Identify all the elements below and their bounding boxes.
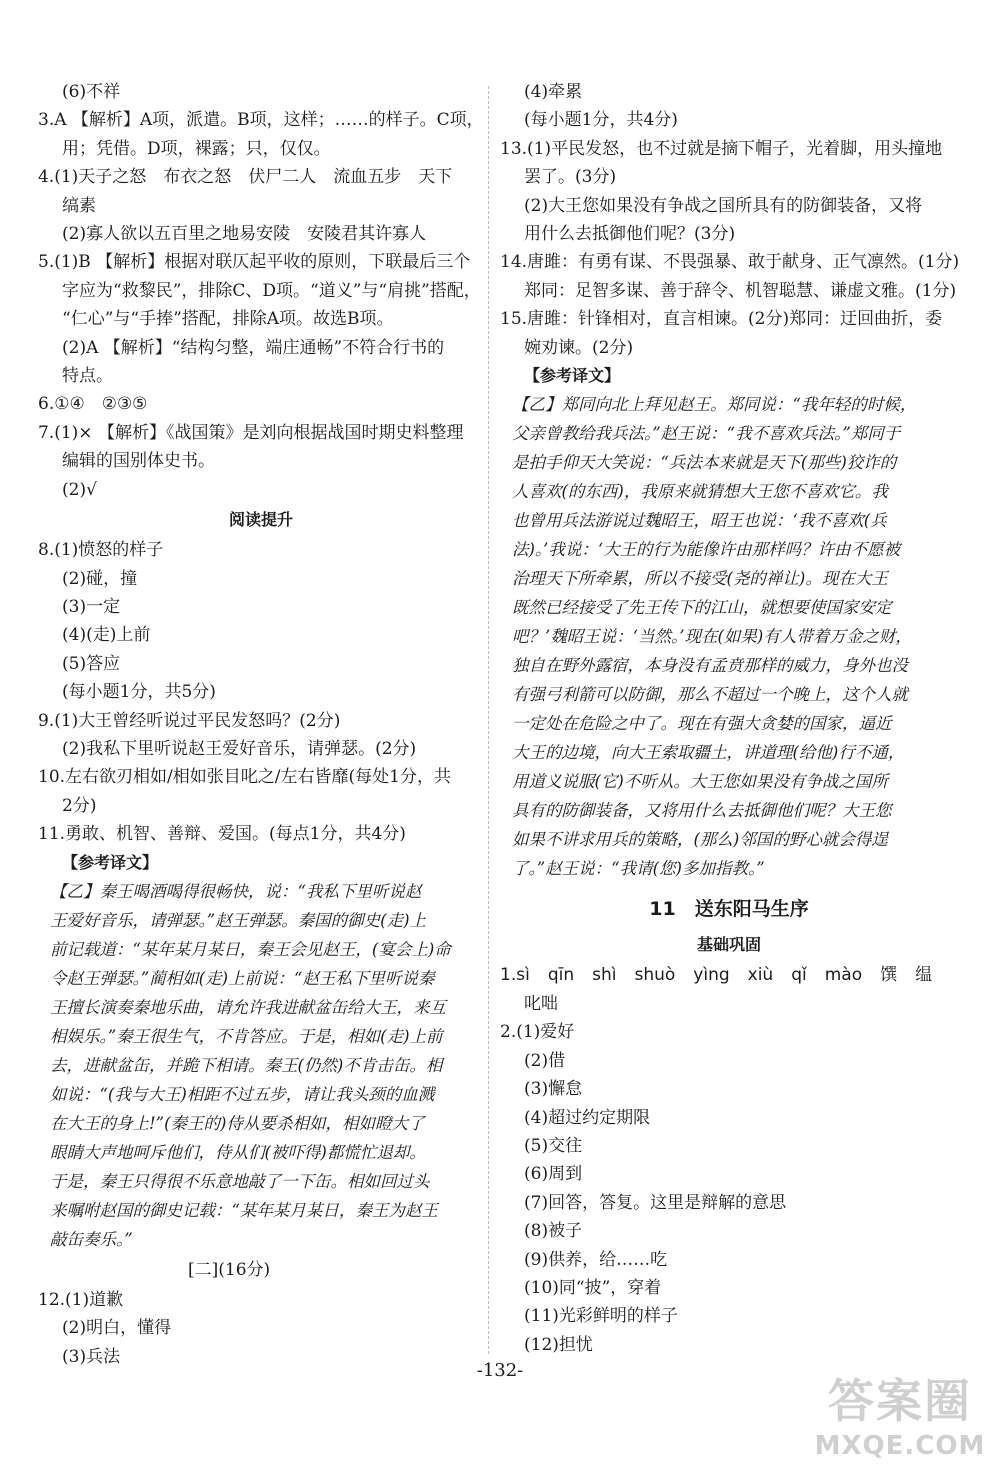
translation-line: 大王的边境，向大王索取疆土，讲道理(给他)行不通， [512, 743, 905, 763]
section-heading: 基础巩固 [696, 935, 761, 955]
translation-line: 了。”赵王说：“我请(您)多加指教。” [512, 859, 765, 879]
answer-line: (每小题1分，共4分) [524, 110, 678, 131]
translation-line: 法)。’我说：‘大王的行为能像许由那样吗？许由不愿被 [512, 540, 901, 560]
answer-line: 11.勇敢、机智、善辩、爱国。(每点1分，共4分) [38, 824, 406, 845]
watermark-logo-text: 答案圈 [828, 1374, 972, 1428]
pinyin-item: mào [824, 965, 863, 986]
column-divider [488, 86, 489, 1354]
answer-line: (4)超过约定期限 [524, 1107, 651, 1128]
translation-line: 治理天下所牵累，所以不接受(尧的禅让)。现在大王 [512, 569, 888, 589]
answer-line: 字应为“救黎民”，排除C、D项。“道义”与“肩挑”搭配， [62, 280, 481, 301]
answer-line: (5)答应 [62, 653, 121, 674]
translation-line: 一定处在危险之中了。现在有强大贪婪的国家，逼近 [512, 714, 892, 734]
page-number: -132- [476, 1360, 524, 1381]
translation-line: 【乙】秦王喝酒喝得很畅快，说：“我私下里听说赵 [50, 881, 422, 901]
pinyin-item: shuò [634, 965, 676, 986]
watermark-url: MXQE.COM [814, 1431, 986, 1461]
translation-line: 来嘱咐赵国的御史记载：“某年某月某日，秦王为赵王 [50, 1200, 438, 1220]
answer-line: (5)交往 [524, 1135, 583, 1156]
answer-line: (2)√ [62, 479, 97, 500]
answer-line: 4.(1)天子之怒 布衣之怒 伏尸二人 流血五步 天下 [38, 167, 453, 188]
answer-line: (2)寡人欲以五百里之地易安陵 安陵君其许寡人 [62, 224, 427, 245]
answer-line: (7)回答，答复。这里是辩解的意思 [524, 1192, 787, 1213]
translation-line: 吧？’魏昭王说：‘当然。’现在(如果)有人带着万金之财， [512, 627, 912, 647]
answer-line: (6)周到 [524, 1164, 583, 1185]
answer-line: (3)兵法 [62, 1346, 121, 1367]
answer-line: 14.唐雎：有勇有谋、不畏强暴、敢于献身、正气凛然。(1分) [500, 252, 960, 273]
answer-line: 8.(1)愤怒的样子 [38, 540, 164, 561]
answer-line: 5.(1)B 【解析】根据对联仄起平收的原则，下联最后三个 [38, 252, 471, 273]
translation-line: 也曾用兵法游说过魏昭王，昭王也说：‘我不喜欢(兵 [512, 511, 887, 531]
answer-line: (2)借 [524, 1050, 566, 1071]
answer-line: (2)我私下里听说赵王爱好音乐，请弹瑟。(2分) [62, 738, 417, 759]
answer-line: 罢了。(3分) [524, 167, 617, 188]
answer-line: (每小题1分，共5分) [62, 682, 216, 703]
translation-line: 独自在野外露宿，本身没有孟贲那样的威力，身外也没 [512, 656, 908, 676]
answer-line: (11)光彩鲜明的样子 [524, 1306, 678, 1327]
answer-line: (4)牵累 [524, 82, 583, 102]
answer-line: (3)一定 [62, 596, 121, 617]
pinyin-item: xiù [747, 965, 774, 986]
translation-line: 王爱好音乐，请弹瑟。”赵王弹瑟。秦国的御史(走)上 [50, 910, 427, 930]
answer-line: 用；凭借。D项，裸露；只，仅仅。 [62, 138, 331, 159]
translation-line: 于是，秦王只得很不乐意地敲了一下缶。相如回过头 [50, 1171, 430, 1191]
right-column [500, 78, 958, 1359]
translation-line: 在大王的身上!”(秦王的)侍从要杀相如，相如瞪大了 [50, 1113, 425, 1133]
answer-line: (2)大王您如果没有争战之国所具有的防御装备，又将 [524, 195, 923, 216]
translation-line: 相娱乐。”秦王很生气，不肯答应。于是，相如(走)上前 [50, 1026, 443, 1046]
translation-line: 如果不讲求用兵的策略，(那么)邻国的野心就会得逞 [512, 830, 888, 850]
translation-line: 具有的防御装备，又将用什么去抵御他们呢？大王您 [512, 801, 892, 821]
answer-line: (2)碰，撞 [62, 568, 138, 589]
translation-line: 如说：“(我与大王)相距不过五步，请让我头颈的血溅 [50, 1084, 435, 1104]
pinyin-answer-line [500, 961, 958, 989]
reference-translation-label: 【参考译文】 [524, 366, 621, 386]
translation-line: 【乙】郑同向北上拜见赵王。郑同说：“我年轻的时候， [512, 395, 917, 415]
answer-line: 特点。 [62, 366, 113, 387]
answer-line: 郑同：足智多谋、善于辞令、机智聪慧、谦虚文雅。(1分) [524, 280, 957, 301]
answer-line: (12)担忧 [524, 1334, 593, 1355]
answer-line: 用什么去抵御他们呢？(3分) [524, 224, 736, 245]
answer-line: (10)同“披”，穿着 [524, 1277, 662, 1298]
translation-line: 父亲曾教给我兵法。”赵王说：“我不喜欢兵法。”郑同于 [512, 424, 901, 444]
pinyin-item: 1.sì [500, 965, 530, 986]
answer-line: 叱咄 [524, 993, 558, 1014]
section-heading: [二](16分) [188, 1259, 271, 1280]
translation-line: 有强弓利箭可以防御，那么不超过一个晚上，这个人就 [512, 685, 908, 705]
left-column [38, 78, 484, 1371]
answer-line: (6)不祥 [62, 82, 121, 102]
answer-line: (2)明白，懂得 [62, 1318, 172, 1339]
pinyin-item: qīn [547, 965, 575, 986]
answer-line: 2分) [62, 795, 97, 816]
answer-line: 9.(1)大王曾经听说过平民发怒吗？(2分) [38, 710, 341, 731]
answer-line: 2.(1)爱好 [500, 1022, 575, 1043]
reference-translation-label: 【参考译文】 [62, 852, 159, 872]
translation-line: 人喜欢(的东西)，我原来就猜想大王您不喜欢它。我 [512, 482, 888, 502]
answer-line: 13.(1)平民发怒，也不过就是摘下帽子，光着脚，用头撞地 [500, 138, 943, 159]
translation-line: 王擅长演奏秦地乐曲，请允许我进献盆缶给大王，来互 [50, 997, 446, 1017]
translation-line: 眼睛大声地呵斥他们，侍从们(被吓得)都慌忙退却。 [50, 1142, 426, 1162]
translation-line: 既然已经接受了先王传下的江山，就想要使国家安定 [512, 598, 892, 618]
answer-line: (3)懈怠 [524, 1079, 583, 1100]
pinyin-item: yìng [693, 965, 730, 986]
answer-line: (8)被子 [524, 1221, 583, 1242]
pinyin-item: qǐ [791, 965, 807, 986]
answer-line: 3.A 【解析】A项，派遣。B项，这样；……的样子。C项， [38, 110, 484, 131]
lesson-title: 11 送东阳马生序 [649, 898, 809, 921]
answer-line: 缟素 [62, 195, 96, 216]
answer-line: 12.(1)道歉 [38, 1289, 124, 1310]
translation-line: 去，进献盆缶，并跪下相请。秦王(仍然)不肯击缶。相 [50, 1055, 443, 1075]
pinyin-item: shì [592, 965, 617, 986]
answer-line: 编辑的国别体史书。 [62, 451, 215, 472]
translation-line: 用道义说服(它)不听从。大王您如果没有争战之国所 [512, 772, 888, 792]
pinyin-item: 缊 [915, 965, 933, 986]
answer-line: (2)A 【解析】“结构匀整，端庄通畅”不符合行书的 [62, 337, 445, 358]
translation-line: 令赵王弹瑟。”蔺相如(走)上前说：“赵王私下里听说秦 [50, 968, 435, 988]
translation-line: 敲缶奏乐。” [50, 1229, 133, 1249]
answer-line: (4)(走)上前 [62, 625, 151, 646]
answer-line: 7.(1)× 【解析】《战国策》是刘向根据战国时期史料整理 [38, 422, 464, 443]
translation-line: 前记载道：“某年某月某日，秦王会见赵王，(宴会上)命 [50, 939, 451, 959]
answer-line: (9)供养，给……吃 [524, 1249, 668, 1270]
answer-line: 10.左右欲刃相如/相如张目叱之/左右皆靡(每处1分，共 [38, 767, 451, 788]
answer-line: 6.①④ ②③⑤ [38, 394, 148, 415]
section-heading: 阅读提升 [228, 510, 293, 530]
answer-line: “仁心”与“手捧”搭配，排除A项。故选B项。 [62, 309, 394, 330]
answer-line: 15.唐雎：针锋相对，直言相谏。(2分)郑同：迂回曲折，委 [500, 309, 943, 330]
translation-line: 是拍手仰天大笑说：“兵法本来就是天下(那些)狡诈的 [512, 453, 897, 473]
answer-line: 婉劝谏。(2分) [524, 337, 634, 358]
watermark-logo [810, 1365, 990, 1461]
pinyin-item: 馔 [880, 965, 898, 986]
